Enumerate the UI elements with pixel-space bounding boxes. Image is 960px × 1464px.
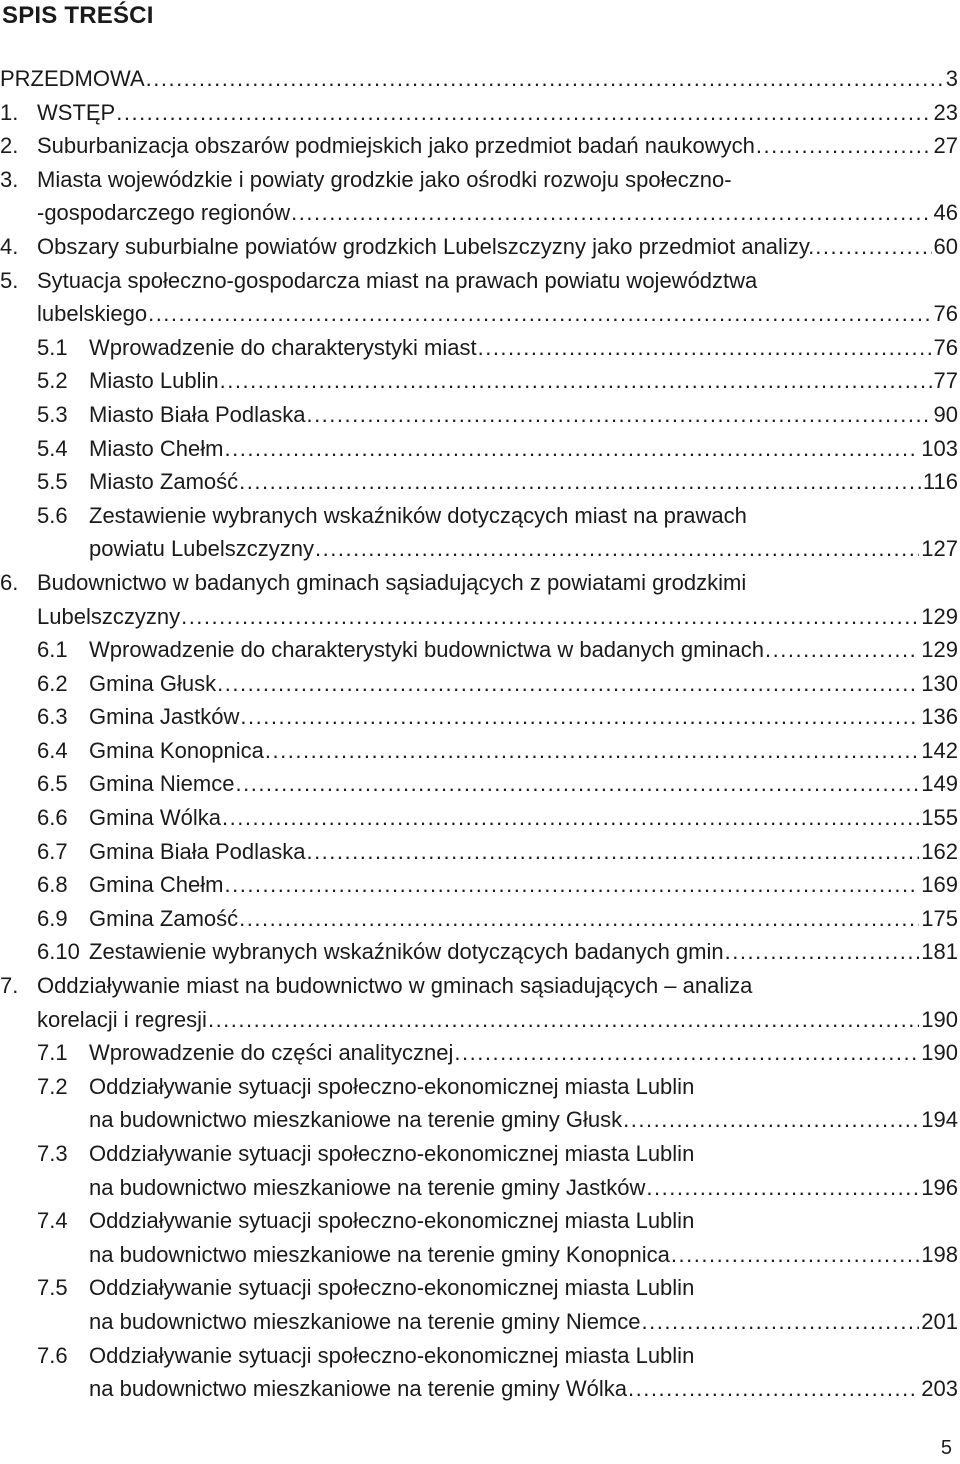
toc-entry-page: 90 (933, 401, 958, 427)
toc-entry-page: 201 (921, 1308, 958, 1334)
dot-leader (478, 331, 932, 365)
toc-entry-page: 60 (933, 233, 958, 259)
toc-entry[interactable] (0, 331, 958, 365)
toc-entry-title: Sytuacja społeczno-gospodarcza miast na prawach powiatu województwa (37, 267, 758, 293)
toc-entry[interactable] (0, 432, 958, 466)
toc-entry[interactable] (0, 1036, 958, 1070)
toc-entry-number: 5.4 (37, 435, 68, 461)
toc-entry[interactable] (0, 801, 958, 835)
toc-entry-number: 6.8 (37, 872, 68, 898)
toc-entry[interactable] (0, 1003, 958, 1037)
dot-leader (306, 835, 919, 869)
toc-entry-page: 27 (933, 133, 958, 159)
toc-entry-title: Gmina Niemce (89, 771, 235, 797)
dot-leader (306, 398, 931, 432)
toc-entry-title: Miasto Chełm (89, 435, 224, 461)
toc-entry-page: 136 (921, 704, 958, 730)
toc-entry-page: 142 (921, 737, 958, 763)
toc-entry-number: 6.2 (37, 670, 68, 696)
dot-leader (235, 767, 919, 801)
toc-entry-title: na budownictwo mieszkaniowe na terenie gminy Jastków (89, 1174, 646, 1200)
toc-entry-page: 3 (945, 66, 958, 91)
dot-leader (146, 62, 944, 96)
toc-entry-page: 103 (921, 435, 958, 461)
toc-entry-number: 5.1 (37, 334, 68, 360)
toc-entry[interactable] (0, 1271, 958, 1305)
toc-entry-number: 6.3 (37, 704, 68, 730)
toc-entry-page: 116 (922, 469, 958, 495)
toc-entry-number: 2. (0, 133, 19, 159)
toc-entry-title: Wprowadzenie do charakterystyki budownictwa w badanych gminach (89, 637, 765, 663)
toc-entry-number: 6.5 (37, 771, 68, 797)
dot-leader (240, 700, 919, 734)
toc-entry[interactable] (0, 196, 958, 230)
toc-entry-title: na budownictwo mieszkaniowe na terenie gminy Niemce (89, 1308, 641, 1334)
table-of-contents (0, 62, 958, 1406)
toc-entry[interactable] (0, 1103, 958, 1137)
toc-entry-page: 155 (921, 805, 958, 831)
toc-entry-page: 194 (921, 1107, 958, 1133)
dot-leader (148, 297, 931, 331)
toc-entry-page: 149 (921, 771, 958, 797)
toc-entry-page: 190 (921, 1006, 958, 1032)
toc-entry-page: 76 (933, 301, 958, 327)
toc-entry[interactable] (0, 364, 958, 398)
dot-leader (671, 1238, 919, 1272)
dot-leader (291, 196, 931, 230)
toc-entry[interactable] (0, 1137, 958, 1171)
toc-entry-number: 5.2 (37, 368, 68, 394)
dot-leader (623, 1103, 919, 1137)
dot-leader (220, 364, 932, 398)
toc-entry[interactable] (0, 1339, 958, 1373)
dot-leader (181, 600, 919, 634)
toc-entry-title: Lubelszczyzny (37, 603, 181, 629)
dot-leader (239, 465, 921, 499)
toc-entry-page: 129 (921, 603, 958, 629)
dot-leader (315, 532, 919, 566)
toc-entry-number: 7.5 (37, 1275, 68, 1301)
toc-entry[interactable] (0, 566, 958, 600)
toc-entry-title: Oddziaływanie sytuacji społeczno-ekonomicznej miasta Lublin (89, 1141, 695, 1166)
dot-leader (208, 1003, 919, 1037)
toc-entry[interactable] (0, 62, 958, 96)
toc-entry-number: 6.9 (37, 905, 68, 931)
toc-entry[interactable] (0, 163, 958, 197)
toc-entry-title: powiatu Lubelszczyzny (89, 536, 315, 562)
toc-entry-title: Miasto Biała Podlaska (89, 401, 306, 427)
page-number: 5 (940, 1437, 952, 1459)
toc-entry[interactable] (0, 230, 958, 264)
toc-entry-title: Miasto Lublin (89, 368, 219, 394)
toc-entry-number: 1. (0, 99, 19, 125)
toc-entry-page: 129 (921, 637, 958, 663)
toc-entry-title: korelacji i regresji (37, 1006, 207, 1032)
toc-entry-number: 7.3 (37, 1141, 68, 1166)
toc-entry-title: Gmina Biała Podlaska (89, 838, 306, 864)
toc-entry-title: Gmina Konopnica (89, 737, 264, 763)
toc-entry-title: Oddziaływanie sytuacji społeczno-ekonomicznej miasta Lublin (89, 1208, 695, 1234)
toc-entry-number: 6. (0, 569, 19, 595)
toc-entry-title: Budownictwo w badanych gminach sąsiadujących z powiatami grodzkimi (37, 569, 747, 595)
toc-entry-title: Miasto Zamość (89, 469, 239, 495)
toc-entry[interactable] (0, 1305, 958, 1339)
toc-entry-page: 196 (921, 1174, 958, 1200)
toc-entry-title: Gmina Zamość (89, 905, 239, 931)
toc-entry-number: 5. (0, 267, 19, 293)
toc-entry[interactable] (0, 532, 958, 566)
toc-entry-title: Oddziaływanie sytuacji społeczno-ekonomicznej miasta Lublin (89, 1342, 695, 1368)
toc-entry[interactable] (0, 600, 958, 634)
toc-entry-page: 203 (921, 1376, 958, 1402)
dot-leader (642, 1305, 920, 1339)
toc-entry[interactable] (0, 1238, 958, 1272)
toc-entry-title: Gmina Jastków (89, 704, 240, 730)
dot-leader (646, 1171, 919, 1205)
toc-entry[interactable] (0, 297, 958, 331)
toc-entry-title: Zestawienie wybranych wskaźników dotyczących badanych gmin (89, 939, 724, 965)
dot-leader (756, 129, 932, 163)
dot-leader (217, 667, 919, 701)
toc-entry-title: Oddziaływanie sytuacji społeczno-ekonomicznej miasta Lublin (89, 1275, 695, 1301)
toc-entry-page: 175 (921, 905, 958, 931)
toc-entry-title: Wprowadzenie do części analitycznej (89, 1040, 454, 1066)
toc-entry-number: 7.6 (37, 1342, 68, 1368)
toc-entry-title: Miasta wojewódzkie i powiaty grodzkie jako ośrodki rozwoju społeczno- (37, 166, 732, 192)
toc-entry[interactable] (0, 398, 958, 432)
toc-entry-title: lubelskiego (37, 301, 148, 327)
toc-entry-title: Gmina Chełm (89, 872, 224, 898)
toc-entry[interactable] (0, 499, 958, 533)
toc-entry-page: 162 (921, 838, 958, 864)
toc-entry-number: 5.5 (37, 469, 68, 495)
toc-entry[interactable] (0, 700, 958, 734)
toc-entry-number: 6.7 (37, 838, 68, 864)
dot-leader (116, 96, 931, 130)
dot-leader (239, 902, 919, 936)
toc-entry-title: Oddziaływanie sytuacji społeczno-ekonomicznej miasta Lublin (89, 1073, 695, 1099)
dot-leader (628, 1372, 919, 1406)
dot-leader (765, 633, 919, 667)
toc-entry[interactable] (0, 1372, 958, 1406)
toc-entry-number: 6.4 (37, 737, 68, 763)
toc-entry-page: 23 (933, 99, 958, 125)
toc-entry[interactable] (0, 1171, 958, 1205)
dot-leader (725, 935, 920, 969)
toc-entry-number: 7. (0, 973, 19, 999)
toc-entry[interactable] (0, 264, 958, 298)
toc-entry-title: Obszary suburbialne powiatów grodzkich Lubelszczyzny jako przedmiot analizy. (37, 233, 815, 259)
toc-entry-number: 5.3 (37, 401, 68, 427)
toc-entry-page: 76 (933, 334, 958, 360)
toc-entry-title: PRZEDMOWA (0, 66, 145, 91)
toc-entry[interactable] (0, 767, 958, 801)
toc-entry-number: 7.1 (37, 1040, 68, 1066)
toc-entry-number: 6.1 (37, 637, 68, 663)
toc-entry-page: 130 (921, 670, 958, 696)
toc-entry-title: Suburbanizacja obszarów podmiejskich jako przedmiot badań naukowych (37, 133, 755, 159)
toc-entry-number: 6.10 (37, 939, 80, 965)
dot-leader (224, 432, 919, 466)
toc-entry-number: 3. (0, 166, 19, 192)
page-title: SPIS TREŚCI (2, 2, 154, 29)
toc-entry[interactable] (0, 96, 958, 130)
toc-entry-number: 4. (0, 233, 19, 259)
toc-entry-title: Zestawienie wybranych wskaźników dotyczących miast na prawach (89, 502, 747, 528)
dot-leader (454, 1036, 919, 1070)
toc-entry-title: na budownictwo mieszkaniowe na terenie gminy Wólka (89, 1376, 628, 1402)
toc-entry-title: Oddziaływanie miast na budownictwo w gminach sąsiadujących – analiza (37, 973, 753, 999)
dot-leader (222, 801, 919, 835)
toc-entry-page: 127 (921, 536, 958, 562)
toc-entry-page: 198 (921, 1241, 958, 1267)
toc-entry[interactable] (0, 868, 958, 902)
toc-entry[interactable] (0, 969, 958, 1003)
toc-entry-number: 7.2 (37, 1073, 68, 1099)
toc-entry[interactable] (0, 667, 958, 701)
toc-entry-title: Gmina Głusk (89, 670, 217, 696)
toc-entry[interactable] (0, 633, 958, 667)
toc-entry-title: -gospodarczego regionów (37, 200, 291, 226)
toc-entry[interactable] (0, 1204, 958, 1238)
dot-leader (265, 734, 919, 768)
toc-entry-page: 77 (933, 368, 958, 394)
toc-entry[interactable] (0, 465, 958, 499)
toc-entry-number: 5.6 (37, 502, 68, 528)
toc-entry-title: Gmina Wólka (89, 805, 222, 831)
toc-entry-number: 7.4 (37, 1208, 68, 1234)
toc-entry[interactable] (0, 902, 958, 936)
toc-entry-number: 6.6 (37, 805, 68, 831)
toc-entry[interactable] (0, 1070, 958, 1104)
toc-entry[interactable] (0, 129, 958, 163)
toc-entry-title: na budownictwo mieszkaniowe na terenie gminy Głusk (89, 1107, 623, 1133)
toc-entry-title: Wprowadzenie do charakterystyki miast (89, 334, 477, 360)
toc-entry-page: 46 (933, 200, 958, 226)
dot-leader (815, 230, 931, 264)
toc-entry-page: 169 (921, 872, 958, 898)
toc-entry-title: na budownictwo mieszkaniowe na terenie gminy Konopnica (89, 1241, 670, 1267)
toc-entry-page: 190 (921, 1040, 958, 1066)
toc-entry-title: WSTĘP (37, 99, 116, 125)
toc-entry[interactable] (0, 835, 958, 869)
toc-entry[interactable] (0, 935, 958, 969)
toc-entry[interactable] (0, 734, 958, 768)
toc-entry-page: 181 (921, 939, 958, 965)
dot-leader (224, 868, 919, 902)
